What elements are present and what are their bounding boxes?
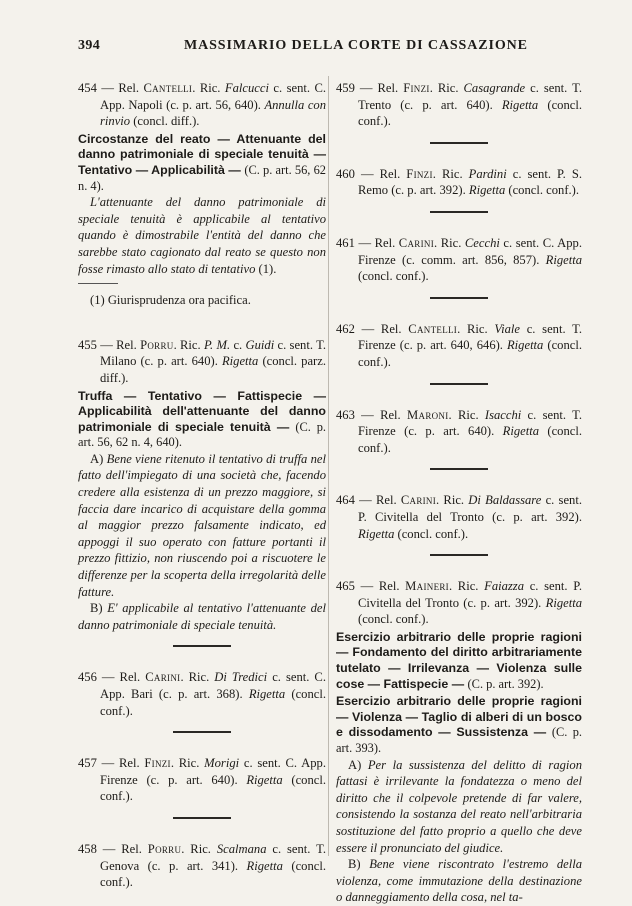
entry-citation: 463 — Rel. Maroni. Ric. Isacchi c. sent. T. Firenze (c. p. art. 640). Rigetta (concl. conf.). bbox=[336, 407, 582, 455]
massima-b: B) E' applicabile al tentativo l'attenuante del danno patrimoniale di speciale tenuità. bbox=[78, 601, 326, 632]
massima-a: A) Bene viene ritenuto il tentativo di truffa nel fatto dell'impiegato di una società che, facendo credere alla esistenza di un prezzo maggiore, si faccia dare incarico di acquistare della gomma al maggior prezzo falsamente indicato, ed appoggi il suo operato con fatture portanti il prezzo fittizio, non riuscendo poi a riscuotere le differenze per la scoperta della irregolarità delle fatture. bbox=[78, 451, 327, 599]
entry-citation: 462 — Rel. Cantelli. Ric. Viale c. sent. T. Firenze (c. p. art. 640, 646). Rigetta (concl. conf.). bbox=[336, 321, 582, 369]
page-number: 394 bbox=[78, 38, 101, 53]
entry-455 bbox=[78, 337, 326, 634]
footnote-rule bbox=[78, 283, 118, 284]
entry-citation: 465 — Rel. Maineri. Ric. Faiazza c. sent. P. Civitella del Tronto (c. p. art. 392). Rigetta (concl. conf.). bbox=[336, 579, 582, 627]
entry-citation: 459 — Rel. Finzi. Ric. Casagrande c. sent. T. Trento (c. p. art. 640). Rigetta (concl. conf.). bbox=[336, 81, 582, 129]
entry-massima: L'attenuante del danno patrimoniale di speciale tenuità è applicabile al tentativo quando è dimostrabile l'entità del danno che sarebbe stato cagionato dal reato se questo non fosse rimasto allo stato di tentativo (1). bbox=[78, 195, 326, 276]
entry-citation: 461 — Rel. Carini. Ric. Cecchi c. sent. C. App. Firenze (c. comm. art. 856, 857). Rigetta (concl. conf.). bbox=[336, 235, 582, 284]
entry-subject: Esercizio arbitrario delle proprie ragioni — Fondamento del diritto arbitrariamente tutelato — Irrilevanza — Violenza sulle cose — Fattispecie — (C. p. art. 392). bbox=[336, 629, 582, 691]
column-divider bbox=[328, 76, 329, 856]
entry-subject: Truffa — Tentativo — Fattispecie — Applicabilità dell'attenuante del danno patrimoniale di speciale tenuità — (C. p. art. 56, 62 n. 4, 640). bbox=[78, 388, 326, 450]
massima-a: A) Per la sussistenza del delitto di ragion fattasi è irrilevante la fondatezza o meno del diritto che il colpevole pretende di far valere, consistendo la sostanza del reato nell'arbitraria sostituzione del fatto proprio a quello che deve essere il pronunciato del giudice. bbox=[336, 757, 583, 855]
entry-citation: 455 — Rel. Porru. Ric. P. M. c. Guidi c. sent. T. Milano (c. p. art. 640). Rigetta (concl. parz. diff.). bbox=[78, 337, 326, 385]
running-title: MASSIMARIO DELLA CORTE DI CASSAZIONE bbox=[184, 38, 528, 53]
left-column bbox=[78, 80, 326, 891]
entry-citation: 456 — Rel. Carini. Ric. Di Tredici c. sent. C. App. Bari (c. p. art. 368). Rigetta (concl. conf.). bbox=[78, 670, 327, 718]
entry-citation: 460 — Rel. Finzi. Ric. Pardini c. sent. P. S. Remo (c. p. art. 392). Rigetta (concl. conf.). bbox=[336, 166, 582, 198]
entry-457 bbox=[78, 755, 326, 805]
entry-subject: Circostanze del reato — Attenuante del danno patrimoniale di speciale tenuità — Tentativo — Applicabilità — (C. p. art. 56, 62 n. 4). bbox=[78, 131, 326, 193]
entry-subject-2: Esercizio arbitrario delle proprie ragioni — Violenza — Taglio di alberi di un bosco e dissodamento — Sussistenza — (C. p. art. 393). bbox=[336, 694, 582, 756]
entry-citation: 458 — Rel. Porru. Ric. Scalmana c. sent. T. Genova (c. p. art. 341). Rigetta (concl. conf.). bbox=[78, 841, 327, 890]
page-header bbox=[78, 38, 572, 58]
entry-454 bbox=[78, 80, 326, 309]
entry-456 bbox=[78, 669, 326, 719]
entry-462 bbox=[336, 321, 582, 371]
entry-464 bbox=[336, 492, 582, 542]
entry-461 bbox=[336, 235, 582, 285]
entry-459 bbox=[336, 80, 582, 130]
entry-citation: 457 — Rel. Finzi. Ric. Morigi c. sent. C. App. Firenze (c. p. art. 640). Rigetta (concl. conf.). bbox=[78, 756, 327, 804]
entry-citation: 464 — Rel. Carini. Ric. Di Baldassare c. sent. P. Civitella del Tronto (c. p. art. 392). Rigetta (concl. conf.). bbox=[336, 493, 582, 541]
entry-citation: 454 — Rel. Cantelli. Ric. Falcucci c. sent. C. App. Napoli (c. p. art. 56, 640). Annulla con rinvio (concl. diff.). bbox=[78, 81, 327, 129]
massima-b: B) Bene viene riscontrato l'estremo della violenza, come immutazione della destinazione o danneggiamento della cosa, nel ta- bbox=[336, 857, 582, 905]
entry-465 bbox=[336, 578, 582, 906]
entry-458 bbox=[78, 841, 326, 891]
right-column bbox=[336, 80, 582, 906]
entry-463 bbox=[336, 407, 582, 457]
footnote: (1) Giurisprudenza ora pacifica. bbox=[90, 293, 251, 308]
entry-460 bbox=[336, 166, 582, 199]
